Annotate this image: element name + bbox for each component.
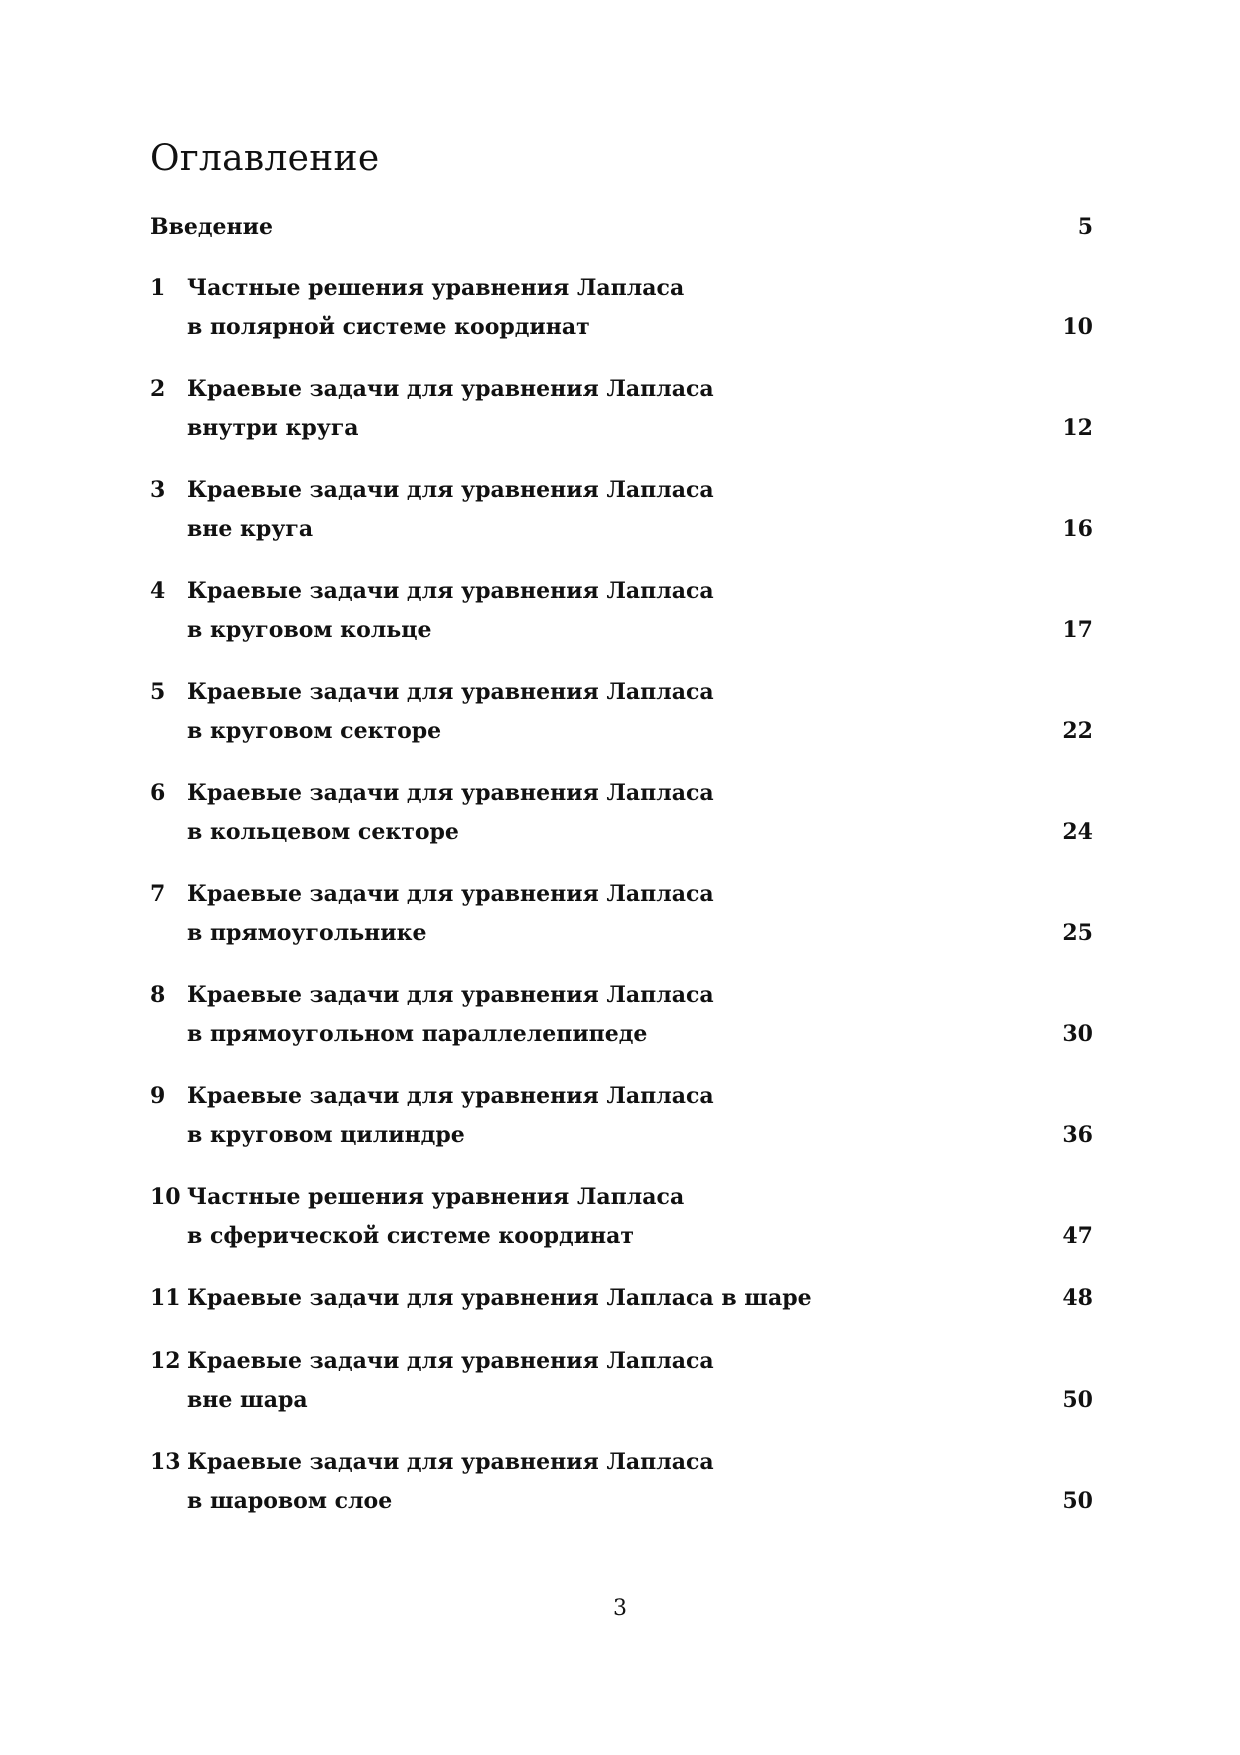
toc-entry-number: 5 — [150, 679, 166, 705]
toc-entry-page: 10 — [1062, 314, 1093, 340]
toc-entry-text — [187, 471, 947, 549]
toc-entry-page: 12 — [1062, 415, 1093, 441]
toc-entry-text — [187, 1279, 947, 1318]
toc-entry-page: 24 — [1062, 819, 1093, 845]
toc-entry-title-line1: Краевые задачи для уравнения Лапласа — [187, 578, 714, 604]
toc-entry-title-line1: Краевые задачи для уравнения Лапласа — [187, 881, 714, 907]
toc-entry-page: 48 — [1062, 1285, 1093, 1311]
toc-entry-title-line1: Краевые задачи для уравнения Лапласа — [187, 1083, 714, 1109]
toc-entry-number: 3 — [150, 477, 166, 503]
toc-entry-page: 16 — [1062, 516, 1093, 542]
toc-entry-text — [187, 370, 947, 448]
toc-entry-title-line1: Краевые задачи для уравнения Лапласа — [187, 477, 714, 503]
toc-entry-title-line1: Краевые задачи для уравнения Лапласа — [187, 1348, 714, 1374]
toc-entry-9[interactable] — [150, 1077, 1093, 1155]
toc-entry-page: 22 — [1062, 718, 1093, 744]
toc-entry-title-line2: вне круга — [187, 516, 314, 542]
toc-heading: Оглавление — [150, 138, 380, 179]
page-number: 3 — [613, 1596, 627, 1621]
toc-entry-12[interactable] — [150, 1342, 1093, 1420]
toc-entry-title: Введение — [150, 214, 273, 240]
toc-entry-11[interactable] — [150, 1279, 1093, 1318]
toc-entry-text — [187, 1178, 947, 1256]
toc-entry-text — [150, 208, 910, 247]
toc-entry-title-line2: в круговом секторе — [187, 718, 442, 744]
toc-entry-page: 50 — [1062, 1387, 1093, 1413]
toc-entry-7[interactable] — [150, 875, 1093, 953]
toc-entry-number: 7 — [150, 881, 166, 907]
toc-entry-page: 17 — [1062, 617, 1093, 643]
toc-entry-title-line1: Частные решения уравнения Лапласа — [187, 275, 685, 301]
toc-entry-text — [187, 1342, 947, 1420]
toc-entry-text — [187, 269, 947, 347]
toc-entry-3[interactable] — [150, 471, 1093, 549]
toc-entry-text — [187, 1443, 947, 1521]
toc-entry-title-line2: в прямоугольнике — [187, 920, 427, 946]
toc-entry-title-line1: Краевые задачи для уравнения Лапласа в шаре — [187, 1285, 812, 1311]
toc-entry-intro[interactable] — [150, 208, 1093, 247]
toc-entry-number: 9 — [150, 1083, 166, 1109]
toc-entry-1[interactable] — [150, 269, 1093, 347]
toc-entry-title-line2: в круговом кольце — [187, 617, 432, 643]
toc-entry-title-line2: в круговом цилиндре — [187, 1122, 465, 1148]
toc-entry-title-line2: внутри круга — [187, 415, 359, 441]
toc-entry-text — [187, 976, 947, 1054]
toc-entry-title-line1: Краевые задачи для уравнения Лапласа — [187, 679, 714, 705]
toc-entry-number: 8 — [150, 982, 166, 1008]
toc-entry-title-line1: Частные решения уравнения Лапласа — [187, 1184, 685, 1210]
toc-entry-6[interactable] — [150, 774, 1093, 852]
toc-entry-title-line2: в сферической системе координат — [187, 1223, 635, 1249]
toc-entry-text — [187, 774, 947, 852]
toc-entry-page: 50 — [1062, 1488, 1093, 1514]
toc-entry-13[interactable] — [150, 1443, 1093, 1521]
toc-entry-number: 1 — [150, 275, 166, 301]
toc-entry-number: 11 — [150, 1285, 181, 1311]
toc-entry-title-line2: в шаровом слое — [187, 1488, 393, 1514]
toc-entry-text — [187, 875, 947, 953]
toc-entry-page: 36 — [1062, 1122, 1093, 1148]
toc-entry-page: 5 — [1077, 214, 1093, 240]
toc-entry-title-line2: в полярной системе координат — [187, 314, 590, 340]
toc-entry-title-line1: Краевые задачи для уравнения Лапласа — [187, 1449, 714, 1475]
toc-entry-text — [187, 673, 947, 751]
toc-entry-10[interactable] — [150, 1178, 1093, 1256]
toc-entry-5[interactable] — [150, 673, 1093, 751]
toc-entry-title-line1: Краевые задачи для уравнения Лапласа — [187, 982, 714, 1008]
toc-entry-number: 4 — [150, 578, 166, 604]
toc-entry-text — [187, 1077, 947, 1155]
toc-entry-title-line1: Краевые задачи для уравнения Лапласа — [187, 780, 714, 806]
toc-entry-page: 30 — [1062, 1021, 1093, 1047]
toc-entry-number: 13 — [150, 1449, 181, 1475]
toc-entry-title-line2: в прямоугольном параллелепипеде — [187, 1021, 648, 1047]
toc-entry-title-line2: в кольцевом секторе — [187, 819, 459, 845]
toc-entry-number: 6 — [150, 780, 166, 806]
toc-entry-page: 25 — [1062, 920, 1093, 946]
toc-entry-title-line1: Краевые задачи для уравнения Лапласа — [187, 376, 714, 402]
toc-entry-page: 47 — [1062, 1223, 1093, 1249]
toc-entry-number: 12 — [150, 1348, 181, 1374]
toc-entry-text — [187, 572, 947, 650]
toc-entry-number: 10 — [150, 1184, 181, 1210]
toc-entry-number: 2 — [150, 376, 166, 402]
toc-entry-2[interactable] — [150, 370, 1093, 448]
toc-entry-8[interactable] — [150, 976, 1093, 1054]
toc-entry-4[interactable] — [150, 572, 1093, 650]
toc-entry-title-line2: вне шара — [187, 1387, 308, 1413]
